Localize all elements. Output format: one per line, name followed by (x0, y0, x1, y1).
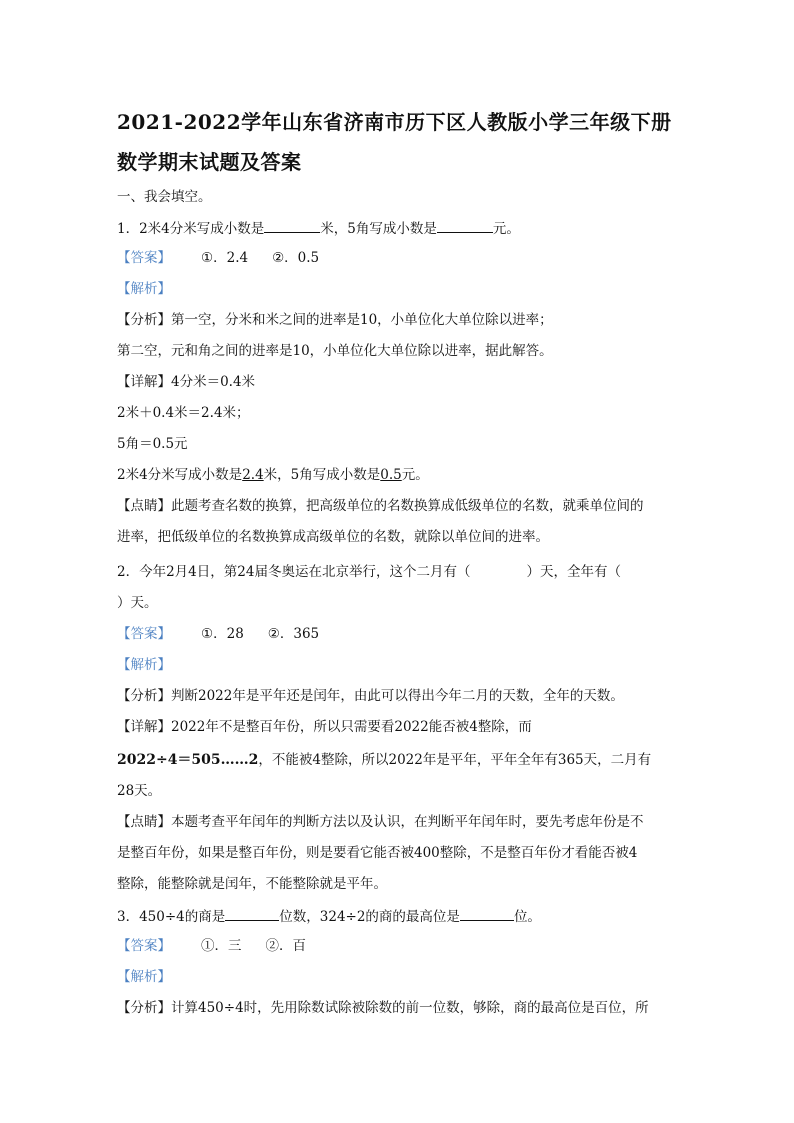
question-2: 2．今年2月4日，第24届冬奥运在北京举行，这个二月有（ ）天，全年有（ (117, 564, 621, 580)
detail-2: 【详解】2022年不是整百年份，所以只需要看2022能否被4整除，而 (117, 719, 532, 735)
comment-1: 【点睛】此题考查名数的换算，把高级单位的名数换算成低级单位的名数，就乘单位间的 (117, 498, 644, 514)
detail-2b: 2022÷4＝505……2，不能被4整除，所以2022年是平年，平年全年有365天，二月有 (117, 752, 652, 768)
detail-2c: 28天。 (117, 783, 162, 799)
comment-2c: 整除，能整除就是闰年，不能整除就是平年。 (117, 876, 387, 892)
analysis-2: 【分析】判断2022年是平年还是闰年，由此可以得出今年二月的天数，全年的天数。 (117, 688, 624, 704)
document-title-line2: 数学期末试题及答案 (117, 150, 302, 174)
comment-2: 【点睛】本题考查平年闰年的判断方法以及认识，在判断平年闰年时，要先考虑年份是不 (117, 814, 644, 830)
jiexi-label: 【解析】 (117, 657, 171, 673)
blank (437, 218, 493, 233)
jiexi-label: 【解析】 (117, 281, 171, 297)
answer-3: 【答案】 ①．三 ②．百 (117, 938, 306, 954)
question-3: 3．450÷4的商是 位数，324÷2的商的最高位是 位。 (117, 906, 541, 926)
detail-1: 【详解】4分米＝0.4米 (117, 374, 256, 390)
document-title-line1: 2021-2022学年山东省济南市历下区人教版小学三年级下册 (117, 110, 672, 134)
blank (225, 906, 279, 921)
blank (264, 218, 320, 233)
analysis-3: 【分析】计算450÷4时，先用除数试除被除数的前一位数，够除，商的最高位是百位，所 (117, 1000, 649, 1016)
math-formula: 2022÷4＝505……2 (117, 752, 259, 768)
detail-1b: 2米＋0.4米＝2.4米； (117, 405, 250, 421)
detail-1c: 5角＝0.5元 (117, 436, 188, 452)
jiexi-label: 【解析】 (117, 969, 171, 985)
analysis-1: 【分析】第一空，分米和米之间的进率是10，小单位化大单位除以进率； (117, 312, 553, 328)
analysis-1b: 第二空，元和角之间的进率是10，小单位化大单位除以进率，据此解答。 (117, 343, 553, 359)
section-heading: 一、我会填空。 (117, 189, 212, 205)
answer-2: 【答案】 ①．28 ②．365 (117, 626, 320, 642)
question-2b: ）天。 (117, 595, 158, 611)
comment-2b: 是整百年份，如果是整百年份，则是要看它能否被400整除，不是整百年份才看能否被4 (117, 845, 638, 861)
result-1: 2米4分米写成小数是2.4米，5角写成小数是0.5元。 (117, 467, 429, 483)
question-1: 1．2米4分米写成小数是 米，5角写成小数是 元。 (117, 218, 520, 238)
answer-1: 【答案】 ①．2.4 ②．0.5 (117, 250, 320, 266)
blank (460, 906, 514, 921)
comment-1b: 进率，把低级单位的名数换算成高级单位的名数，就除以单位间的进率。 (117, 529, 549, 545)
